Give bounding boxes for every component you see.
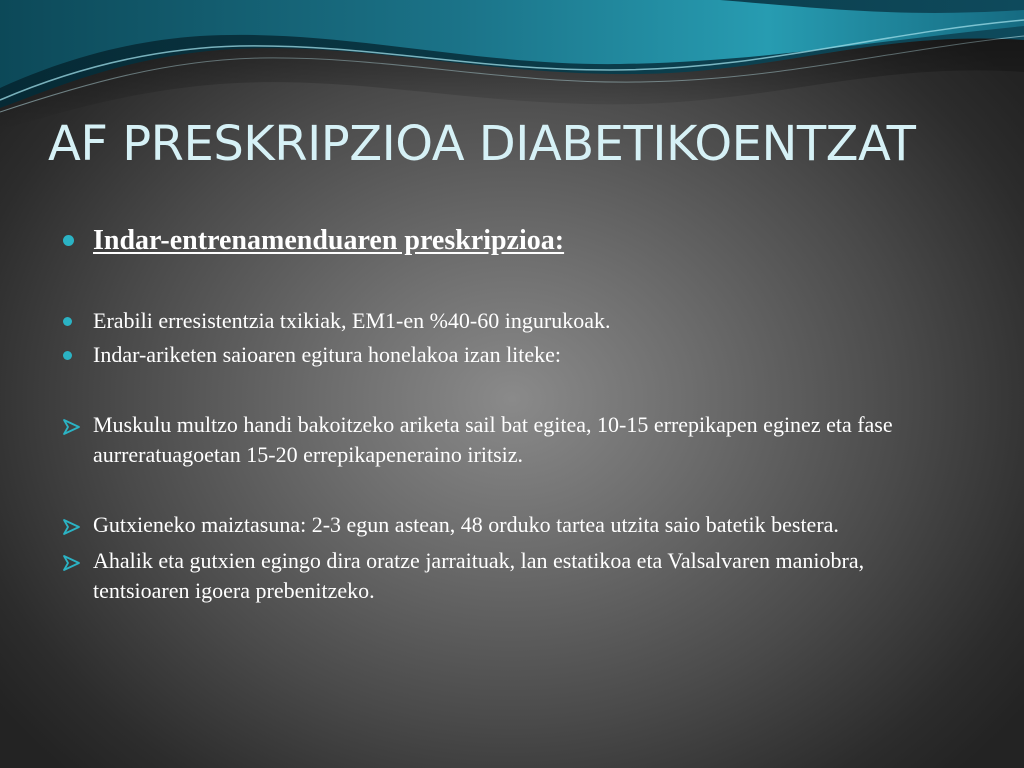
round-bullet-icon: [63, 351, 72, 360]
arrow-bullet-icon: [62, 418, 82, 436]
section-heading: Indar-entrenamenduaren preskripzioa:: [93, 225, 565, 256]
bullet-text: Ahalik eta gutxien egingo dira oratze jarraituak, lan estatikoa eta Valsalvaren maniobra, tentsioaren igoera prebenitzeko.: [93, 548, 865, 603]
slide-content: [60, 220, 960, 606]
round-bullet-icon: [63, 317, 72, 326]
heading-bullet: [60, 220, 960, 262]
bullet-text: Indar-ariketen saioaren egitura honelakoa izan liteke:: [93, 342, 562, 367]
list-item: [60, 340, 960, 370]
list-item: [60, 510, 960, 540]
bullet-text: Erabili erresistentzia txikiak, EM1-en %40-60 ingurukoak.: [93, 308, 611, 333]
arrow-bullet-icon: [62, 554, 82, 572]
round-bullet-icon: [63, 235, 74, 246]
list-item: [60, 306, 960, 336]
list-item: [60, 546, 960, 606]
bullet-text: Muskulu multzo handi bakoitzeko ariketa sail bat egitea, 10-15 errepikapen eginez eta fase aurreratuagoetan 15-20 errepikapeneraino iritsiz.: [93, 412, 893, 467]
list-item: [60, 410, 960, 470]
arrow-bullet-icon: [62, 518, 82, 536]
slide-title: AF PRESKRIPZIOA DIABETIKOENTZAT: [48, 116, 916, 172]
bullet-text: Gutxieneko maiztasuna: 2-3 egun astean, 48 orduko tartea utzita saio batetik bestera.: [93, 512, 839, 537]
